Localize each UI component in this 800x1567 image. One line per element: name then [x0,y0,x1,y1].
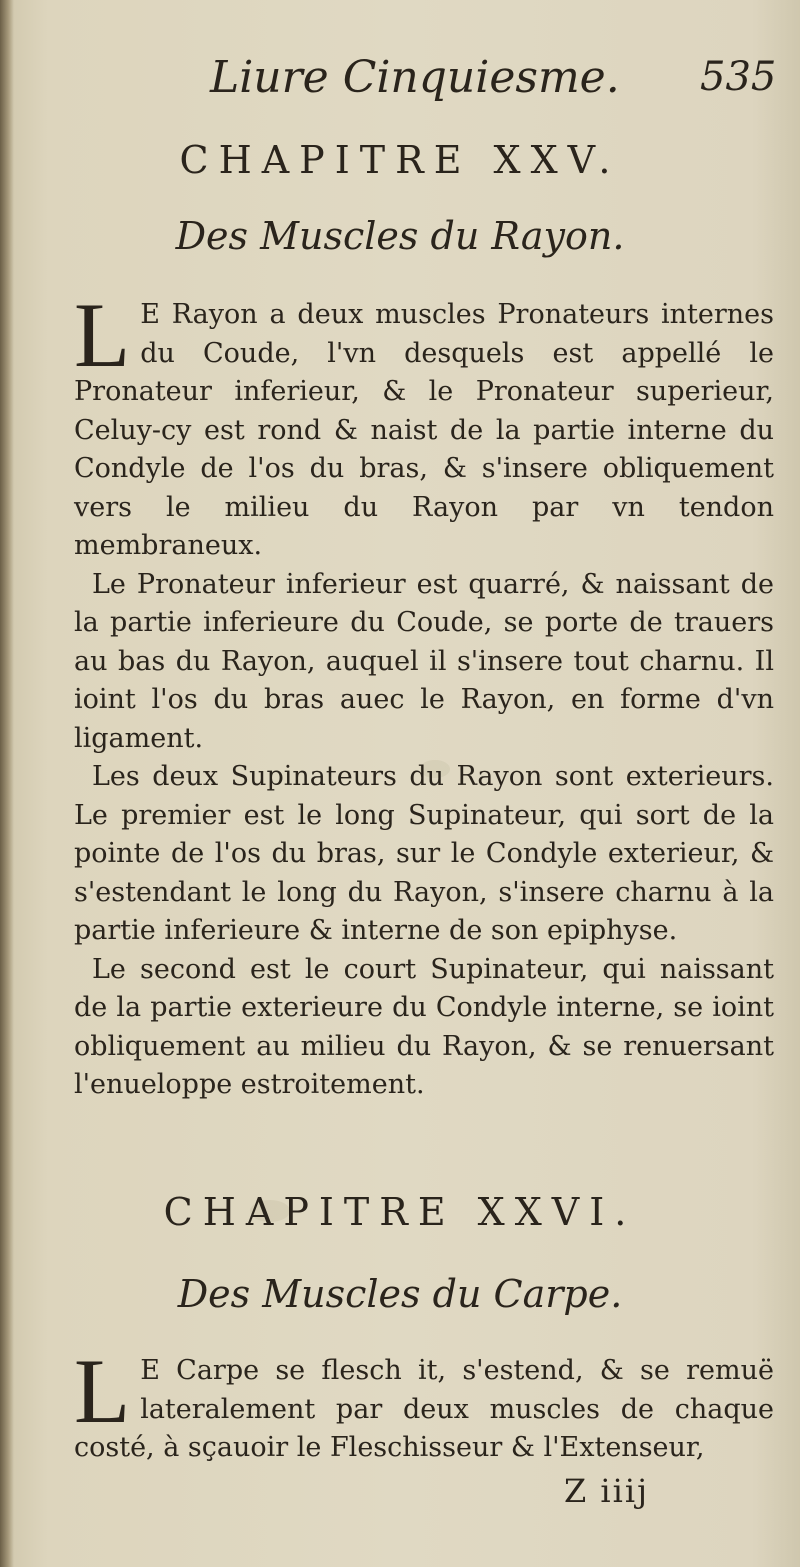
paragraph: Le Pronateur inferieur est quarré, & naissant de la partie inferieure du Coude, se porte de trauers au bas du Rayon, auquel il s'insere tout charnu. Il ioint l'os du bras auec le Rayon, en forme d'vn ligament. [74,568,774,754]
chapter-body [74,284,774,1105]
drop-cap: L [74,1340,131,1442]
drop-cap: L [74,284,131,386]
page-header [0,48,800,108]
running-head: Liure Cinquiesme. [210,52,620,103]
paragraph: Les deux Supinateurs du Rayon sont exterieurs. Le premier est le long Supinateur, qui sort de la pointe de l'os du bras, sur le Condyle exterieur, & s'estendant le long du Rayon, s'insere charnu à la partie inferieure & interne de son epiphyse. [74,761,774,946]
chapter-heading: CHAPITRE XXV. [179,138,621,182]
paragraph: Le second est le court Supinateur, qui naissant de la partie exterieure du Condyle interne, se ioint obliquement au milieu du Rayon, & se renuersant l'enueloppe estroitement. [74,953,774,1100]
paragraph [74,1340,774,1468]
chapter-subtitle: Des Muscles du Rayon. [175,214,625,258]
paragraph [74,284,774,566]
paragraph-text: E Carpe se flesch it, s'estend, & se remuë lateralement par deux muscles de chaque costé, à sçauoir le Fleschisseur & l'Extenseur, [74,1355,774,1463]
paragraph-text: E Rayon a deux muscles Pronateurs internes du Coude, l'vn desquels est appellé le Pronateur inferieur, & le Pronateur superieur, Celuy-cy est rond & naist de la partie interne du Condyle de l'os du bras, & s'insere obliquement vers le milieu du Rayon par vn tendon membraneux. [74,299,774,561]
signature-mark: Z iiij [564,1472,650,1510]
page-number: 535 [700,54,777,100]
chapter-body [74,1340,774,1468]
chapter-heading: CHAPITRE XXVI. [163,1190,637,1234]
chapter-subtitle: Des Muscles du Carpe. [177,1272,623,1316]
